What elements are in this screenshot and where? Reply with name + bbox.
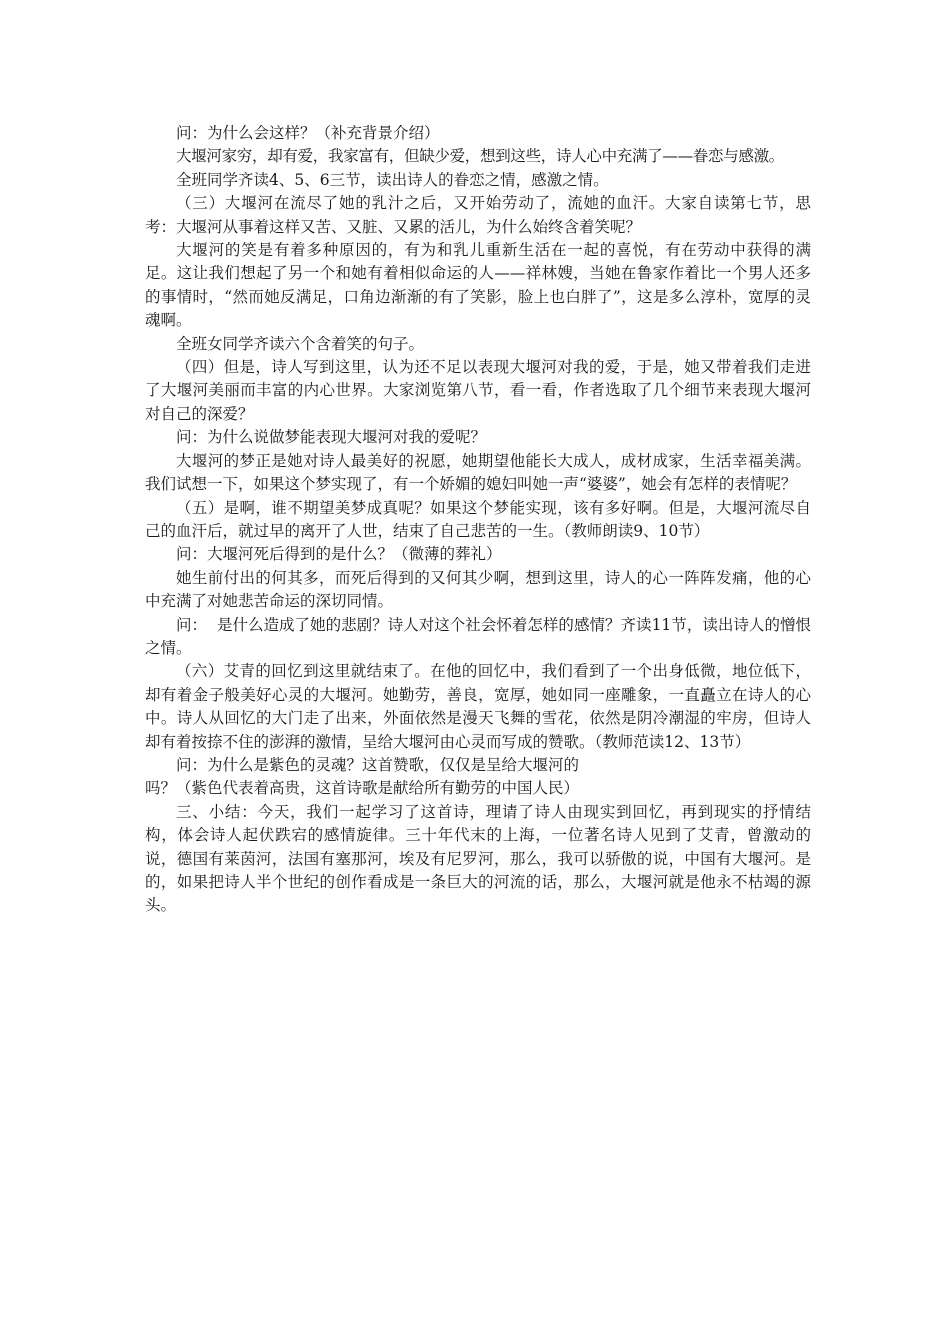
document-body (145, 122, 811, 918)
paragraph-question-after-death: 问：大堰河死后得到的是什么？（微薄的葬礼） (176, 545, 502, 564)
paragraph-class-reading-4-6: 全班同学齐读4、5、6三节，读出诗人的眷恋之情，感激之情。 (176, 170, 609, 189)
paragraph-dream-wish: 大堰河的梦正是她对诗人最美好的祝愿，她期望他能长大成人，成材成家，生活幸福美满。我们试想一下，如果这个梦实现了，有一个娇媚的媳妇叫她一声“婆婆”，她会有怎样的表情呢？ (145, 451, 811, 494)
paragraph-section-six: （六）艾青的回忆到这里就结束了。在他的回忆中，我们看到了一个出身低微，地位低下，却有着金子般美好心灵的大堰河。她勤劳，善良，宽厚，她如同一座雕象，一直矗立在诗人的心中。诗人从回忆的大门走了出来，外面依然是漫天飞舞的雪花，依然是阴冷潮湿的牢房，但诗人却有着按捺不住的澎湃的激情，呈给大堰河由心灵而写成的赞歌。（教师范读12、13节） (145, 662, 811, 751)
paragraph-question-dream: 问：为什么说做梦能表现大堰河对我的爱呢？ (176, 428, 487, 447)
paragraph-question-why: 问：为什么会这样？（补充背景介绍） (176, 124, 440, 142)
paragraph-section-four: （四）但是，诗人写到这里，认为还不足以表现大堰河对我的爱，于是，她又带着我们走进了大堰河美丽而丰富的内心世界。大家浏览第八节，看一看，作者选取了几个细节来表现大堰河对自己的深爱？ (145, 358, 811, 423)
paragraph-purple-answer: 吗？（紫色代表着高贵，这首诗歌是献给所有勤劳的中国人民） (145, 779, 580, 798)
paragraph-question-tragedy: 问： 是什么造成了她的悲剧？诗人对这个社会怀着怎样的感情？齐读11节，读出诗人的憎恨之情。 (145, 615, 811, 657)
paragraph-love-and-gratitude: 大堰河家穷，却有爱，我家富有，但缺少爱，想到这些，诗人心中充满了——眷恋与感激。 (176, 147, 785, 166)
paragraph-section-five: （五）是啊，谁不期望美梦成真呢？如果这个梦能实现，该有多好啊。但是，大堰河流尽自己的血汗后，就过早的离开了人世，结束了自己悲苦的一生。（教师朗读9、10节） (145, 498, 811, 540)
paragraph-smile-reasons: 大堰河的笑是有着多种原因的，有为和乳儿重新生活在一起的喜悦，有在劳动中获得的满足。这让我们想起了另一个和她有着相似命运的人——祥林嫂，当她在鲁家作着比一个男人还多的事情时，“然而她反满足，口角边渐渐的有了笑影，脸上也白胖了”，这是多么淳朴，宽厚的灵魂啊。 (145, 241, 811, 330)
paragraph-question-purple-soul: 问：为什么是紫色的灵魂？这首赞歌，仅仅是呈给大堰河的 (176, 755, 580, 774)
paragraph-sympathy: 她生前付出的何其多，而死后得到的又何其少啊，想到这里，诗人的心一阵阵发痛，他的心中充满了对她悲苦命运的深切同情。 (145, 568, 811, 611)
paragraph-girls-reading: 全班女同学齐读六个含着笑的句子。 (176, 334, 425, 353)
paragraph-section-three: （三）大堰河在流尽了她的乳汁之后，又开始劳动了，流她的血汗。大家自读第七节，思考：大堰河从事着这样又苦、又脏、又累的活儿，为什么始终含着笑呢？ (145, 194, 811, 236)
paragraph-summary: 三、小结：今天，我们一起学习了这首诗，理请了诗人由现实到回忆，再到现实的抒情结构，体会诗人起伏跌宕的感情旋律。三十年代末的上海，一位著名诗人见到了艾青，曾激动的说，德国有莱茵河，法国有塞那河，埃及有尼罗河，那么，我可以骄傲的说，中国有大堰河。是的，如果把诗人半个世纪的创作看成是一条巨大的河流的话，那么，大堰河就是他永不枯竭的源头。 (145, 802, 811, 915)
